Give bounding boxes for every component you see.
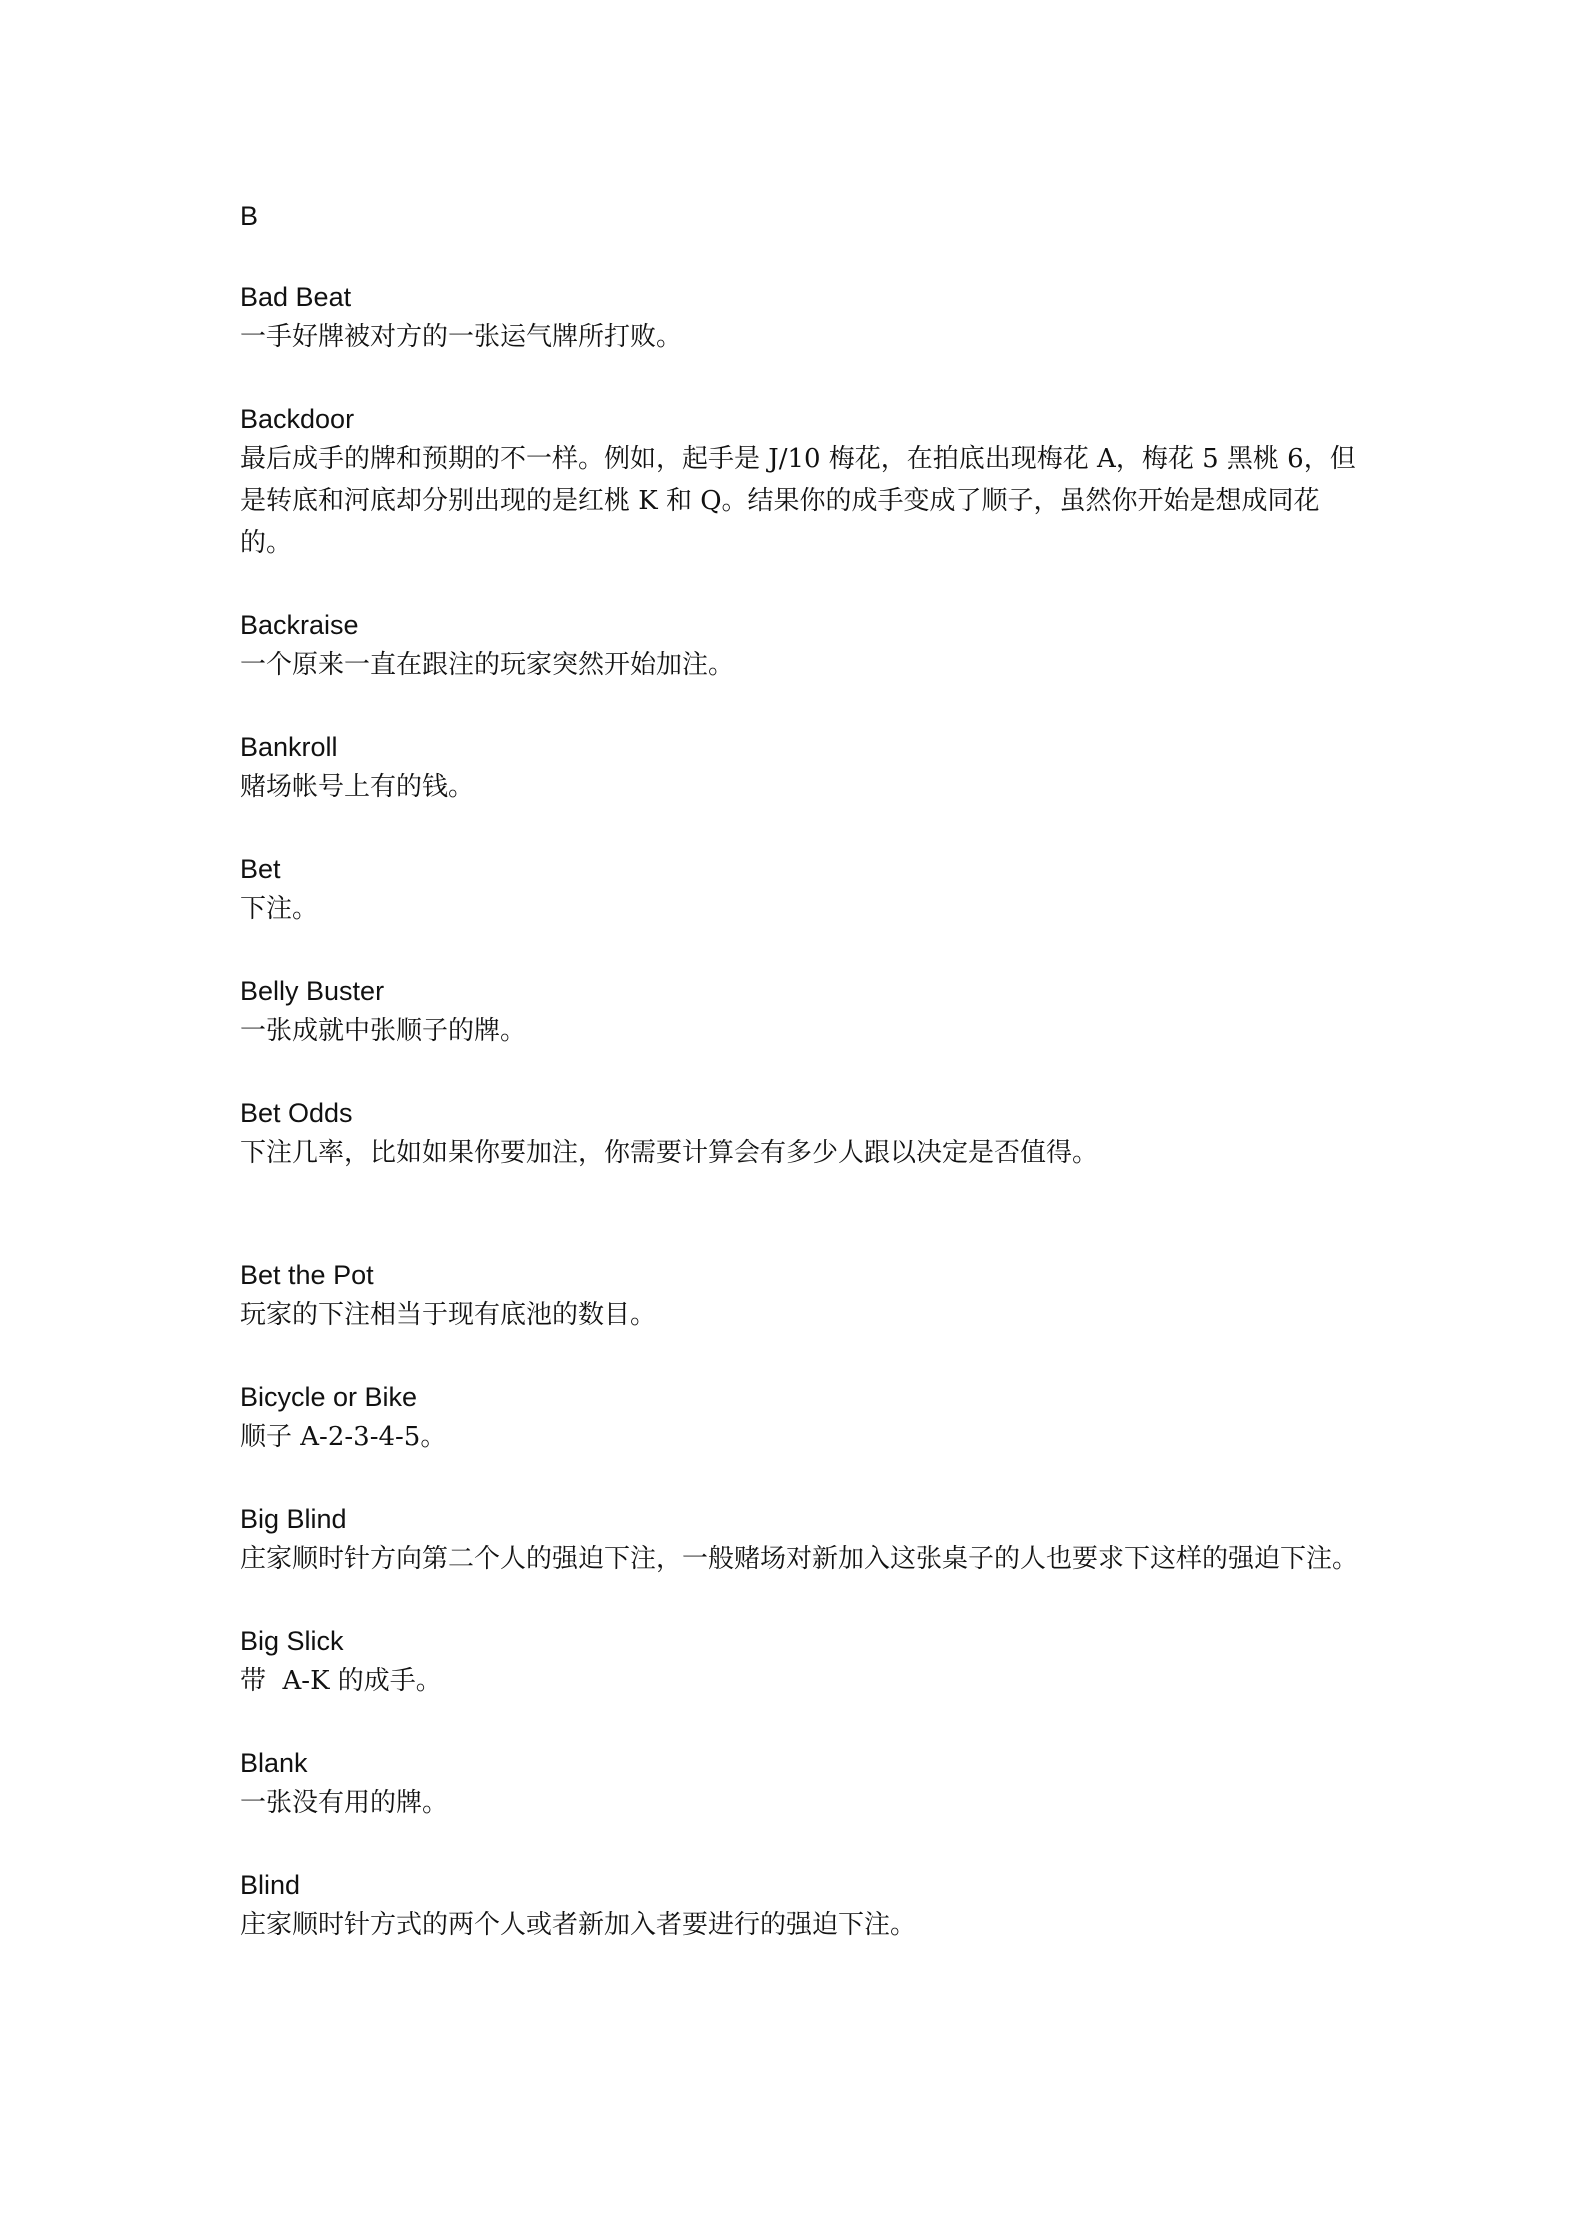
glossary-entry <box>240 1378 1360 1458</box>
entry-definition: 一手好牌被对方的一张运气牌所打败。 <box>240 322 683 352</box>
entry-term: Bad Beat <box>240 282 352 312</box>
entry-term: Big Blind <box>240 1504 347 1534</box>
entry-definition: 庄家顺时针方式的两个人或者新加入者要进行的强迫下注。 <box>240 1910 917 1940</box>
glossary-entry <box>240 1866 1360 1946</box>
entry-term: Backraise <box>240 610 359 640</box>
glossary-entry <box>240 850 1360 930</box>
entry-definition: 一张成就中张顺子的牌。 <box>240 1016 527 1046</box>
glossary-entry <box>240 606 1360 686</box>
entry-definition: 一张没有用的牌。 <box>240 1788 449 1818</box>
entry-term: Bankroll <box>240 732 338 762</box>
glossary-entry <box>240 278 1360 358</box>
glossary-entry <box>240 1500 1360 1580</box>
entry-definition: 庄家顺时针方向第二个人的强迫下注，一般赌场对新加入这张桌子的人也要求下这样的强迫下注。 <box>240 1544 1359 1574</box>
entry-definition: 顺子 A-2-3-4-5。 <box>240 1422 447 1452</box>
entry-term: Bicycle or Bike <box>240 1382 418 1412</box>
entry-definition: 带 A-K 的成手。 <box>240 1666 442 1696</box>
entry-term: Bet Odds <box>240 1098 353 1128</box>
entry-term: Belly Buster <box>240 976 385 1006</box>
entry-definition: 下注几率，比如如果你要加注，你需要计算会有多少人跟以决定是否值得。 <box>240 1138 1099 1168</box>
section-letter: B <box>240 201 259 231</box>
entry-definition: 下注。 <box>240 894 319 924</box>
entry-term: Bet <box>240 854 281 884</box>
entry-term: Bet the Pot <box>240 1260 374 1290</box>
entry-definition: 最后成手的牌和预期的不一样。例如，起手是 J/10 梅花，在拍底出现梅花 A，梅花 5 黑桃 6，但是转底和河底却分别出现的是红桃 K 和 Q。结果你的成手变成了顺子，虽然你开始是想成同花的。 <box>240 444 1356 558</box>
entry-term: Backdoor <box>240 404 355 434</box>
entry-term: Blank <box>240 1748 308 1778</box>
entry-definition: 玩家的下注相当于现有底池的数目。 <box>240 1300 657 1330</box>
glossary-content <box>240 196 1360 1946</box>
glossary-entry <box>240 1094 1360 1174</box>
glossary-entry <box>240 972 1360 1052</box>
glossary-entry <box>240 1256 1360 1336</box>
entry-definition: 一个原来一直在跟注的玩家突然开始加注。 <box>240 650 735 680</box>
glossary-entry <box>240 728 1360 808</box>
entry-term: Blind <box>240 1870 301 1900</box>
glossary-entry <box>240 1744 1360 1824</box>
glossary-entry <box>240 400 1360 564</box>
entry-definition: 赌场帐号上有的钱。 <box>240 772 475 802</box>
glossary-entry <box>240 1622 1360 1702</box>
entry-term: Big Slick <box>240 1626 344 1656</box>
